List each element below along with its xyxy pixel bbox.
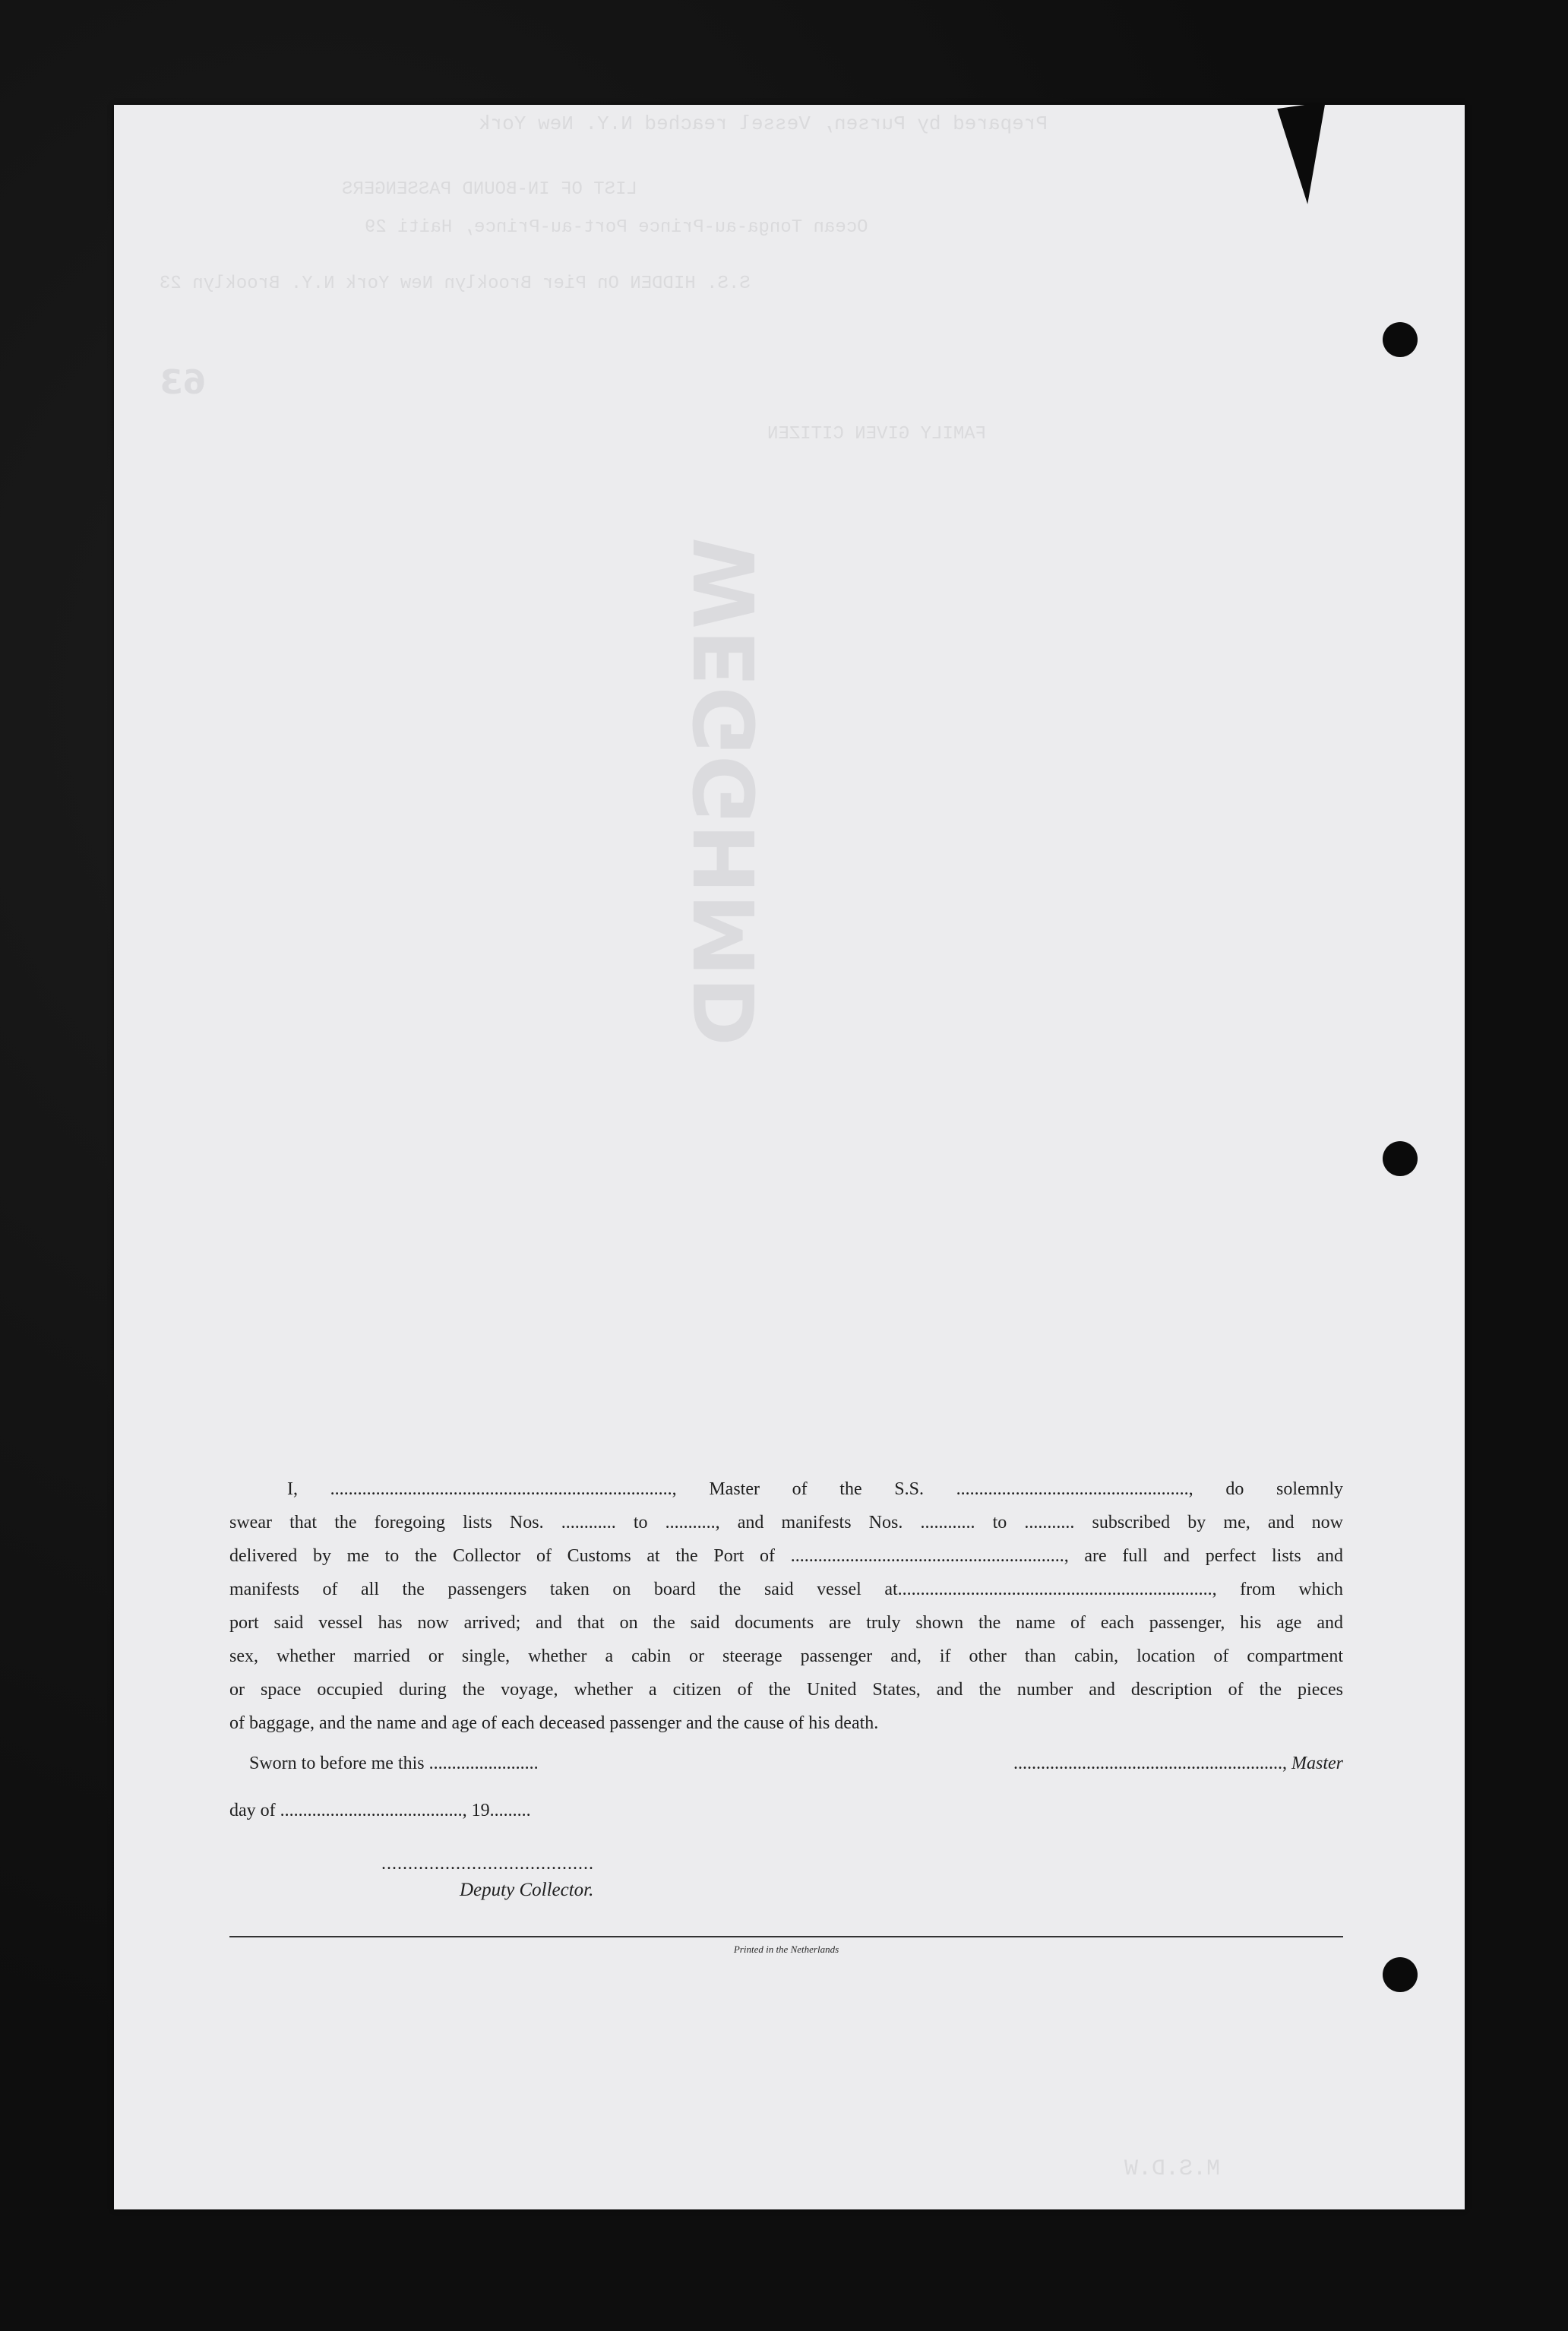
oath-line: I, ..........................................................................., Master of the S.S. ..................................................., do solemnly (287, 1479, 1343, 1499)
sworn-text: Sworn to before me this ........................ (249, 1754, 539, 1773)
sworn-row (229, 1754, 1343, 1774)
deputy-collector-label: Deputy Collector. (460, 1880, 594, 1900)
oath-line: sex, whether married or single, whether a cabin or steerage passenger and, if other than cabin, location of compartment (229, 1646, 1343, 1666)
bleed-through-line-6: FAMILY GIVEN CITIZEN (767, 424, 987, 444)
day-row (229, 1801, 1343, 1821)
punch-hole-middle (1383, 1141, 1418, 1176)
punch-hole-top (1383, 322, 1418, 357)
bleed-through-line-5: 63 (160, 363, 207, 402)
bleed-through-line-7: WEGGHMD (676, 537, 774, 1046)
bleed-through-line-2: LIST OF IN-BOUND PASSENGERS (342, 179, 637, 200)
oath-line: port said vessel has now arrived; and that on the said documents are truly shown the name of each passenger, his age and (229, 1613, 1343, 1633)
punch-hole-bottom (1383, 1957, 1418, 1992)
printer-imprint: Printed in the Netherlands (733, 1944, 839, 1955)
master-dots: ..........................................................., (1013, 1754, 1287, 1773)
master-signature (1013, 1754, 1343, 1774)
document-sheet (114, 105, 1465, 2209)
bleed-through-line-8: M.S.D.W (1124, 2156, 1221, 2182)
footer-rule (229, 1936, 1343, 1937)
oath-line: delivered by me to the Collector of Customs at the Port of ............................................................, are full and perfect lists and (229, 1546, 1343, 1566)
oath-line: of baggage, and the name and age of each deceased passenger and the cause of his death. (229, 1713, 879, 1733)
bleed-through-line-4: S.S. HIDDEN On Pier Brooklyn New York N.Y. Brooklyn 23 (160, 274, 751, 294)
torn-corner (1277, 102, 1339, 207)
bleed-through-line-3: Ocean Tonga-au-Prince Port-au-Prince, Haiti 29 (365, 217, 868, 238)
oath-line: swear that the foregoing lists Nos. ............ to ..........., and manifests Nos. ............ to ........... subscribed by me, and now (229, 1513, 1343, 1532)
day-line: day of ........................................, 19......... (229, 1801, 531, 1820)
bleed-through-line-1: Prepared by Pursen, Vessel reached N.Y. New York (479, 112, 1048, 135)
deputy-signature-line: ........................................ (381, 1854, 594, 1874)
master-label: Master (1291, 1754, 1343, 1773)
oath-paragraph (229, 1472, 1343, 1740)
oath-line: or space occupied during the voyage, whether a citizen of the United States, and the number and description of the pieces (229, 1680, 1343, 1700)
oath-line: manifests of all the passengers taken on board the said vessel at....................................................................., from which (229, 1580, 1343, 1599)
